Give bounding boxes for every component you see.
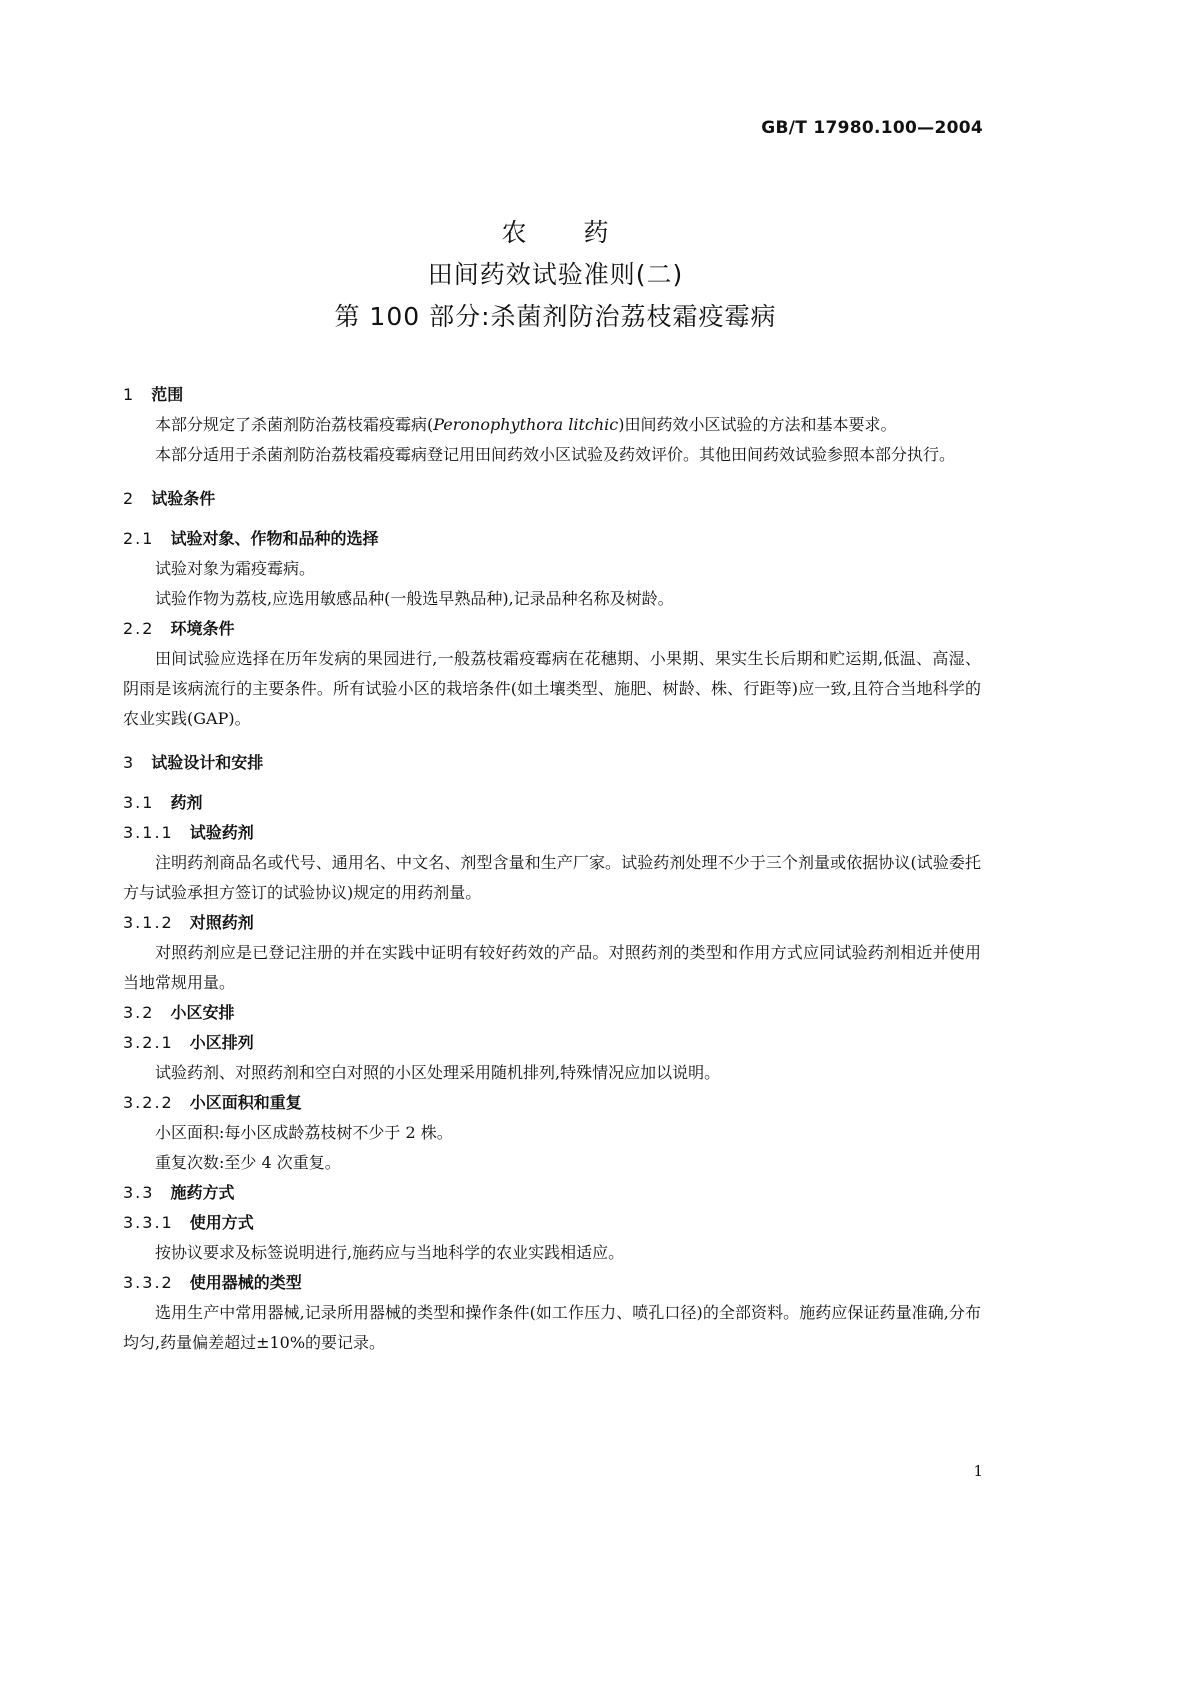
section-heading-3-2-2 — [123, 1088, 981, 1118]
section-number: 2 — [123, 489, 136, 508]
title-char-2: 药 — [583, 218, 610, 247]
paragraph — [123, 410, 981, 440]
section-heading-3 — [123, 748, 981, 778]
paragraph: 重复次数:至少 4 次重复。 — [155, 1153, 341, 1172]
title-line-2: 田间药效试验准则(二) — [427, 260, 684, 289]
section-title: 对照药剂 — [189, 913, 254, 932]
section-heading-3-3 — [123, 1178, 981, 1208]
section-number: 3.1.2 — [123, 913, 174, 932]
paragraph: 本部分适用于杀菌剂防治荔枝霜疫霉病登记用田间药效小区试验及药效评价。其他田间药效试验参照本部分执行。 — [155, 445, 956, 464]
title-line-1 — [0, 212, 1111, 254]
section-title: 小区排列 — [189, 1033, 254, 1052]
section-title: 施药方式 — [170, 1183, 235, 1202]
paragraph: 试验作物为荔枝,应选用敏感品种(一般选早熟品种),记录品种名称及树龄。 — [155, 589, 674, 608]
section-number: 3.3.1 — [123, 1213, 174, 1232]
paragraph: 按协议要求及标签说明进行,施药应与当地科学的农业实践相适应。 — [155, 1243, 625, 1262]
section-heading-3-1-1 — [123, 818, 981, 848]
section-number: 3.3.2 — [123, 1273, 174, 1292]
section-heading-3-3-2 — [123, 1268, 981, 1298]
section-title: 小区安排 — [170, 1003, 235, 1022]
section-number: 3.3 — [123, 1183, 155, 1202]
section-heading-3-1 — [123, 788, 981, 818]
paragraph: 田间试验应选择在历年发病的果园进行,一般荔枝霜疫霉病在花穗期、小果期、果实生长后期和贮运期,低温、高湿、阴雨是该病流行的主要条件。所有试验小区的栽培条件(如土壤类型、施肥、树龄、株、行距等)应一致,且符合当地科学的农业实践(GAP)。 — [123, 649, 981, 728]
page-number: 1 — [973, 1462, 983, 1480]
title-line-3: 第 100 部分:杀菌剂防治荔枝霜疫霉病 — [334, 302, 777, 331]
paragraph: 对照药剂应是已登记注册的并在实践中证明有较好药效的产品。对照药剂的类型和作用方式应同试验药剂相近并使用当地常规用量。 — [123, 943, 981, 992]
paragraph: 试验对象为霜疫霉病。 — [155, 559, 316, 578]
section-title: 药剂 — [170, 793, 203, 812]
section-title: 试验药剂 — [189, 823, 254, 842]
latin-name: Peronophythora litchic — [433, 415, 619, 434]
section-heading-3-2-1 — [123, 1028, 981, 1058]
section-heading-3-1-2 — [123, 908, 981, 938]
section-heading-2 — [123, 484, 981, 514]
section-number: 2.2 — [123, 619, 155, 638]
text-run: )田间药效小区试验的方法和基本要求。 — [618, 415, 897, 434]
standard-number: GB/T 17980.100—2004 — [761, 118, 983, 138]
paragraph: 选用生产中常用器械,记录所用器械的类型和操作条件(如工作压力、喷孔口径)的全部资料。施药应保证药量准确,分布均匀,药量偏差超过±10%的要记录。 — [123, 1303, 981, 1352]
section-heading-3-2 — [123, 998, 981, 1028]
section-title: 小区面积和重复 — [189, 1093, 302, 1112]
section-title: 试验对象、作物和品种的选择 — [170, 529, 379, 548]
document-title — [0, 212, 1111, 338]
section-number: 3.2.1 — [123, 1033, 174, 1052]
section-number: 3.1 — [123, 793, 155, 812]
document-body — [123, 380, 981, 1358]
section-title: 试验设计和安排 — [151, 753, 264, 772]
section-number: 2.1 — [123, 529, 155, 548]
section-number: 3.1.1 — [123, 823, 174, 842]
section-number: 1 — [123, 385, 136, 404]
paragraph: 试验药剂、对照药剂和空白对照的小区处理采用随机排列,特殊情况应加以说明。 — [155, 1063, 721, 1082]
paragraph: 小区面积:每小区成龄荔枝树不少于 2 株。 — [155, 1123, 453, 1142]
text-run: 本部分规定了杀菌剂防治荔枝霜疫霉病( — [155, 415, 434, 434]
section-title: 范围 — [151, 385, 184, 404]
section-heading-2-1 — [123, 524, 981, 554]
paragraph: 注明药剂商品名或代号、通用名、中文名、剂型含量和生产厂家。试验药剂处理不少于三个剂量或依据协议(试验委托方与试验承担方签订的试验协议)规定的用药剂量。 — [123, 853, 981, 902]
section-title: 试验条件 — [151, 489, 216, 508]
section-number: 3.2.2 — [123, 1093, 174, 1112]
title-char-1: 农 — [501, 218, 528, 247]
section-heading-1 — [123, 380, 981, 410]
section-number: 3 — [123, 753, 136, 772]
section-title: 使用方式 — [189, 1213, 254, 1232]
section-title: 环境条件 — [170, 619, 235, 638]
section-heading-3-3-1 — [123, 1208, 981, 1238]
section-title: 使用器械的类型 — [189, 1273, 302, 1292]
section-heading-2-2 — [123, 614, 981, 644]
section-number: 3.2 — [123, 1003, 155, 1022]
